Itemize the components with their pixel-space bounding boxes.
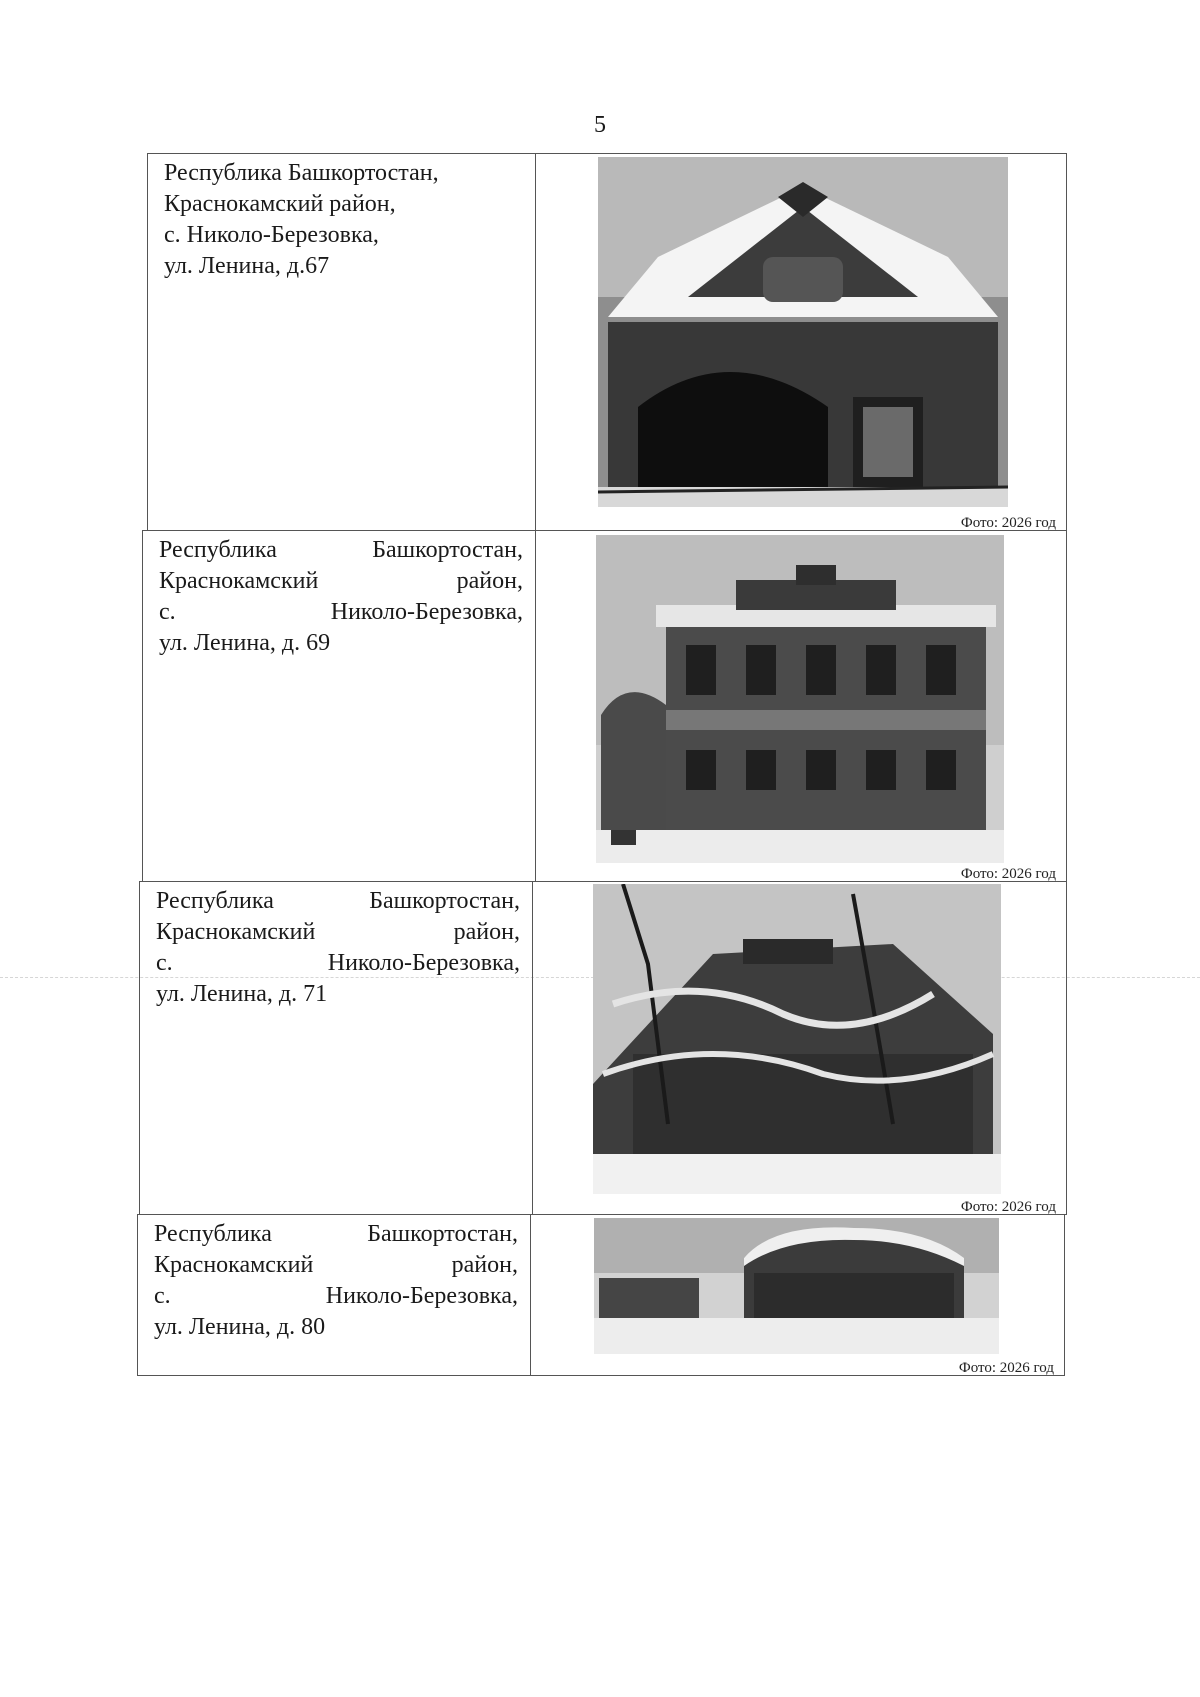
photo-caption: Фото: 2026 год [960,515,1056,531]
building-photo [594,1218,999,1354]
building-photo [596,535,1004,863]
address-line: ул. Ленина, д.67 [164,253,330,279]
table-row [147,153,1067,531]
address-line: Краснокамский район, [164,191,396,217]
address-line: Краснокамский район, [154,1252,518,1278]
address-line: Краснокамский район, [156,919,520,945]
address-line: ул. Ленина, д. 80 [154,1314,326,1340]
address-line: Республика Башкортостан, [164,160,439,186]
page-number: 5 [594,112,606,138]
address-cell [138,1215,531,1375]
table-row [139,881,1067,1215]
address-line: Краснокамский район, [159,568,523,594]
building-photo [593,884,1001,1194]
address-line: с. Николо-Березовка, [154,1283,518,1309]
table-row [142,530,1067,882]
photo-caption: Фото: 2026 год [960,1199,1056,1215]
photo-caption: Фото: 2026 год [958,1360,1054,1376]
address-line: с. Николо-Березовка, [159,599,523,625]
address-line: ул. Ленина, д. 69 [159,630,331,656]
address-line: с. Николо-Березовка, [164,222,379,248]
address-cell [140,882,533,1214]
photo-caption: Фото: 2026 год [960,866,1056,882]
address-line: Республика Башкортостан, [156,888,520,914]
address-line: Республика Башкортостан, [154,1221,518,1247]
address-line: Республика Башкортостан, [159,537,523,563]
address-cell [143,531,536,881]
address-cell [148,154,536,530]
table-row [137,1214,1065,1376]
address-line: ул. Ленина, д. 71 [156,981,328,1007]
building-photo [598,157,1008,507]
address-line: с. Николо-Березовка, [156,950,520,976]
